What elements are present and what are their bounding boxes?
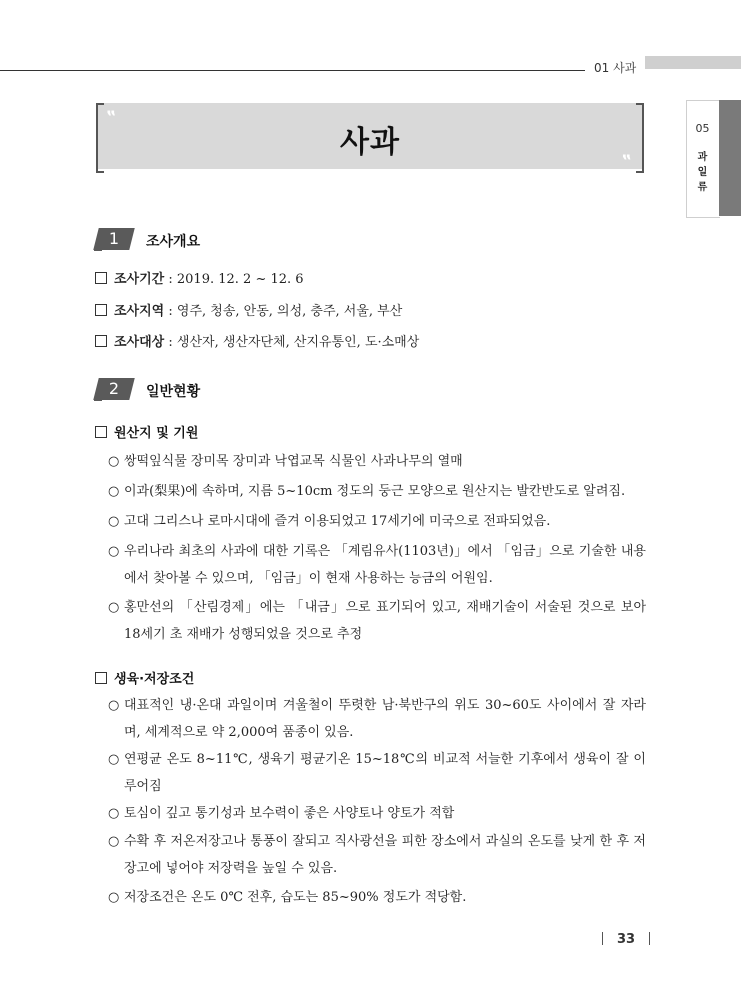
bullet-icon: ○ xyxy=(108,834,120,849)
header-bar xyxy=(645,56,741,69)
checkbox-icon xyxy=(95,672,107,684)
page-title: 사과 xyxy=(340,125,400,160)
page-footer xyxy=(588,932,664,947)
bullet-icon: ○ xyxy=(108,600,120,615)
bullet-icon: ○ xyxy=(108,454,120,469)
section-title: 조사개요 xyxy=(146,234,201,250)
subsection-title: 생육·저장조건 xyxy=(95,668,194,687)
survey-region: 조사지역 : 영주, 청송, 안동, 의성, 충주, 서울, 부산 xyxy=(95,300,402,319)
bullet-icon: ○ xyxy=(108,544,120,559)
bullet-icon: ○ xyxy=(108,698,120,713)
section-number: 1 xyxy=(108,229,120,248)
close-quote-icon: ‟ xyxy=(621,151,632,170)
survey-target: 조사대상 : 생산자, 생산자단체, 산지유통인, 도·소매상 xyxy=(95,331,419,350)
checkbox-icon xyxy=(95,426,107,438)
list-item: ○ 저장조건은 온도 0℃ 전후, 습도는 85~90% 정도가 적당함. xyxy=(108,884,646,911)
chapter-tab-strip xyxy=(719,100,741,216)
footer-divider xyxy=(602,932,603,945)
list-item: ○ 쌍떡잎식물 장미목 장미과 낙엽교목 식물인 사과나무의 열매 xyxy=(108,448,646,475)
list-item: ○ 대표적인 냉·온대 과일이며 겨울철이 뚜렷한 남·북반구의 위도 30~60도 사이에서 잘 자라며, 세계적으로 약 2,000여 품종이 있음. xyxy=(108,692,646,746)
page-number: 33 xyxy=(617,932,636,947)
checkbox-icon xyxy=(95,335,107,347)
bullet-icon: ○ xyxy=(108,514,120,529)
footer-divider xyxy=(649,932,650,945)
list-item: ○ 고대 그리스나 로마시대에 즐겨 이용되었고 17세기에 미국으로 전파되었음. xyxy=(108,508,646,535)
open-quote-icon: ‟ xyxy=(106,107,117,126)
list-item: ○ 연평균 온도 8~11℃, 생육기 평균기온 15~18℃의 비교적 서늘한 기후에서 생육이 잘 이루어짐 xyxy=(108,746,646,800)
list-item: ○ 홍만선의 「산림경제」에는 「내금」으로 표기되어 있고, 재배기술이 서술된 것으로 보아 18세기 초 재배가 성행되었을 것으로 추정 xyxy=(108,594,646,648)
bullet-icon: ○ xyxy=(108,806,120,821)
header-rule xyxy=(0,70,585,71)
list-item: ○ 토심이 깊고 통기성과 보수력이 좋은 사양토나 양토가 적합 xyxy=(108,800,646,827)
title-banner xyxy=(96,103,644,169)
chapter-category xyxy=(686,150,719,195)
survey-period: 조사기간 : 2019. 12. 2 ~ 12. 6 xyxy=(95,268,304,287)
bullet-icon: ○ xyxy=(108,484,120,499)
checkbox-icon xyxy=(95,272,107,284)
section-badge xyxy=(96,378,136,400)
section-badge xyxy=(96,228,136,250)
list-item: ○ 이과(梨果)에 속하며, 지름 5~10cm 정도의 둥근 모양으로 원산지는 발칸반도로 알려짐. xyxy=(108,478,646,505)
checkbox-icon xyxy=(95,304,107,316)
running-title: 01 사과 xyxy=(594,61,637,75)
section-number: 2 xyxy=(108,379,120,398)
list-item: ○ 우리나라 최초의 사과에 대한 기록은 「계림유사(1103년)」에서 「임금」으로 기술한 내용에서 찾아볼 수 있으며, 「임금」이 현재 사용하는 능금의 어원임. xyxy=(108,538,646,592)
bullet-icon: ○ xyxy=(108,752,120,767)
list-item: ○ 수확 후 저온저장고나 통풍이 잘되고 직사광선을 피한 장소에서 과실의 온도를 낮게 한 후 저장고에 넣어야 저장력을 높일 수 있음. xyxy=(108,828,646,882)
chapter-category-char: 과 xyxy=(697,152,708,163)
section-title: 일반현황 xyxy=(146,384,201,400)
chapter-category-char: 일 xyxy=(697,167,708,178)
chapter-category-char: 류 xyxy=(697,182,708,193)
bullet-icon: ○ xyxy=(108,890,120,905)
subsection-title: 원산지 및 기원 xyxy=(95,422,198,441)
chapter-number: 05 xyxy=(695,122,710,135)
